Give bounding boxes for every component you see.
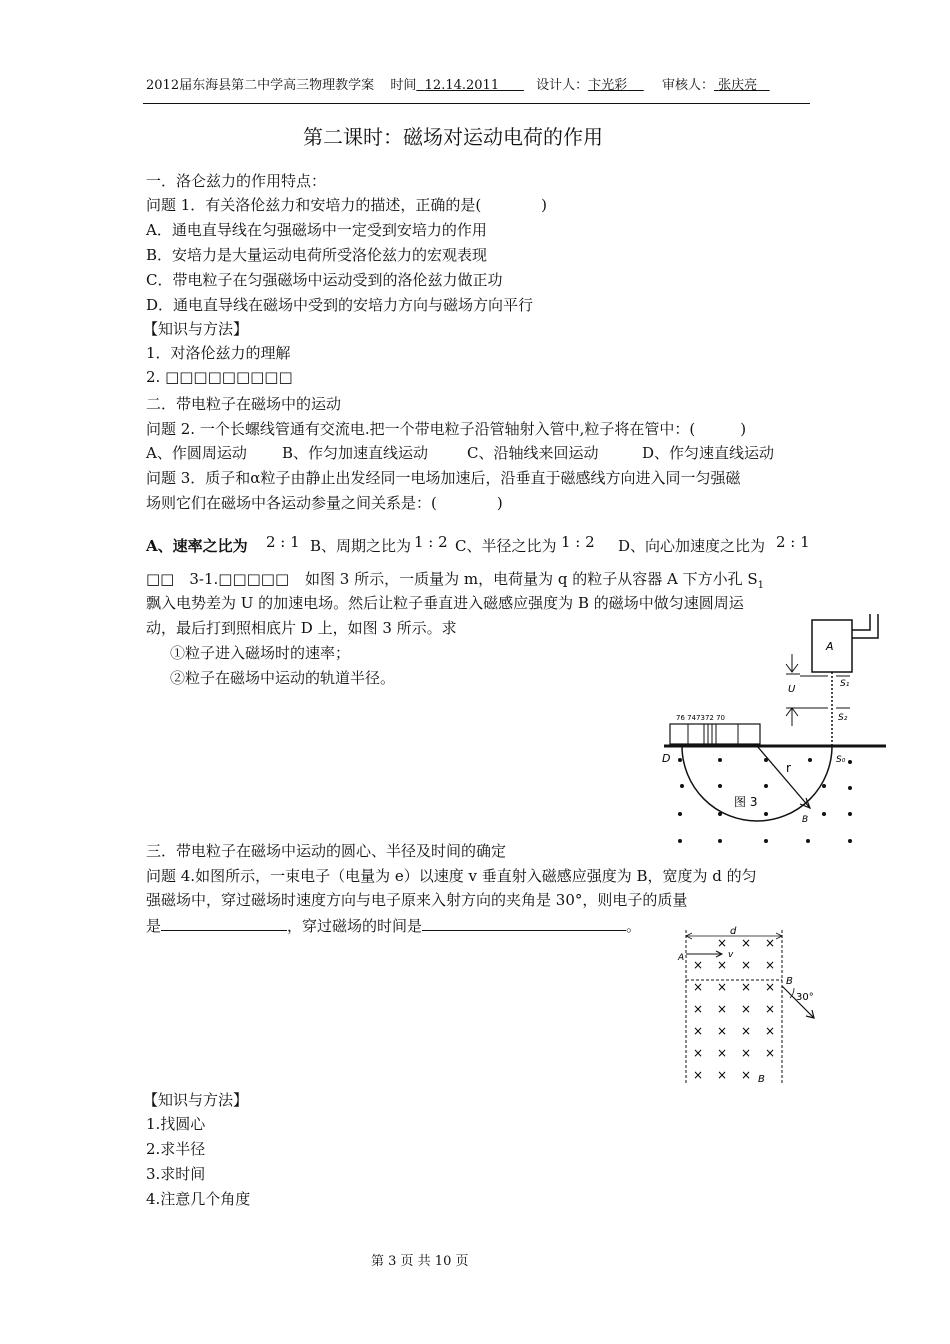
field-cross: × bbox=[764, 936, 776, 950]
q2-stem: 问题 2. 一个长螺线管通有交流电.把一个带电粒子沿管轴射入管中,粒子将在管中：( ) bbox=[146, 420, 747, 438]
label-30: 30° bbox=[796, 992, 814, 1003]
field-cross: × bbox=[716, 958, 728, 972]
q31-line2: 飘入电势差为 U 的加速电场。然后让粒子垂直进入磁感应强度为 B 的磁场中做匀速圆周运 bbox=[146, 594, 744, 612]
q4-line3-start: 是 bbox=[146, 917, 162, 935]
q3-option-c: C、半径之比为 bbox=[455, 537, 557, 555]
label-b: B bbox=[802, 815, 809, 825]
field-cross: × bbox=[692, 1024, 704, 1038]
q31-line3: 动，最后打到照相底片 D 上，如图 3 所示。求 bbox=[146, 619, 457, 637]
field-cross: × bbox=[692, 1046, 704, 1060]
q1-option-c: C．带电粒子在匀强磁场中运动受到的洛伦兹力做正功 bbox=[146, 271, 503, 289]
q4-line2: 强磁场中，穿过磁场时速度方向与电子原来入射方向的夹角是 30°，则电子的质量 bbox=[146, 891, 688, 909]
label-d: D bbox=[662, 752, 671, 765]
page-title: 第二课时：磁场对运动电荷的作用 bbox=[303, 125, 603, 149]
field-cross: × bbox=[764, 1024, 776, 1038]
q3-stem-line2: 场则它们在磁场中各运动参量之间关系是：( ) bbox=[146, 494, 503, 512]
container-pipe bbox=[852, 614, 878, 638]
field-cross: × bbox=[764, 980, 776, 994]
km3-item-2: 2.求半径 bbox=[146, 1140, 206, 1158]
header-time-label: 时间 bbox=[390, 78, 417, 93]
field-cross: × bbox=[764, 958, 776, 972]
field-cross: × bbox=[716, 980, 728, 994]
q3-stem-line1: 问题 3．质子和α粒子由静止出发经同一电场加速后，沿垂直于磁感线方向进入同一匀强磁 bbox=[146, 469, 741, 487]
q3-value-a: 2 : 1 bbox=[266, 533, 300, 551]
page-header bbox=[146, 74, 770, 93]
q1-option-b: B．安培力是大量运动电荷所受洛伦兹力的宏观表现 bbox=[146, 246, 488, 264]
header-reviewer-label: 审核人： bbox=[662, 78, 715, 93]
label-r: r bbox=[786, 761, 791, 775]
figure-3-caption: 图 3 bbox=[734, 795, 758, 809]
q3-value-b: 1 : 2 bbox=[414, 533, 448, 551]
q4-line3 bbox=[146, 916, 641, 935]
mass-answer-blank[interactable] bbox=[161, 916, 287, 931]
label-d: d bbox=[730, 926, 737, 937]
q3-option-b: B、周期之比为 bbox=[310, 537, 412, 555]
field-cross: × bbox=[764, 1046, 776, 1060]
label-s1: S₁ bbox=[840, 679, 850, 689]
km1-item-2: 2. □□□□□□□□□ bbox=[146, 368, 293, 386]
q31-line1-sub: 1 bbox=[757, 580, 764, 591]
header-rule bbox=[143, 103, 810, 104]
label-a: A bbox=[678, 953, 685, 963]
q31-line1 bbox=[305, 570, 764, 595]
header-designer: 卞光彩 bbox=[588, 78, 628, 93]
field-cross: × bbox=[692, 958, 704, 972]
q31-label: □□ 3-1.□□□□□ bbox=[146, 570, 290, 588]
field-cross: × bbox=[740, 980, 752, 994]
field-dots bbox=[678, 758, 852, 843]
q4-line3-middle: ，穿过磁场的时间是 bbox=[287, 917, 423, 935]
field-cross: × bbox=[716, 1068, 728, 1082]
q31-sub-question-2: ②粒子在磁场中运动的轨道半径。 bbox=[170, 669, 396, 687]
label-a: A bbox=[826, 640, 834, 653]
field-cross: × bbox=[740, 958, 752, 972]
q2-option-b: B、作匀加速直线运动 bbox=[282, 444, 429, 462]
figure-3 bbox=[650, 612, 890, 852]
label-b-bottom: B bbox=[758, 1074, 765, 1085]
header-reviewer: 张庆亮 bbox=[718, 78, 758, 93]
km3-item-3: 3.求时间 bbox=[146, 1165, 206, 1183]
q4-line3-end: 。 bbox=[626, 917, 642, 935]
page-footer: 第 3 页 共 10 页 bbox=[371, 1254, 469, 1269]
label-s2: S₂ bbox=[838, 713, 848, 723]
q2-option-d: D、作匀速直线运动 bbox=[642, 444, 775, 462]
km1-item-1: 1．对洛伦兹力的理解 bbox=[146, 344, 291, 362]
label-v: v bbox=[728, 950, 734, 960]
particle-trajectory bbox=[682, 746, 832, 821]
q1-stem: 问题 1．有关洛伦兹力和安培力的描述，正确的是( ) bbox=[146, 196, 548, 214]
field-cross: × bbox=[692, 980, 704, 994]
section3-heading: 三．带电粒子在磁场中运动的圆心、半径及时间的确定 bbox=[146, 842, 507, 860]
km3-item-1: 1.找圆心 bbox=[146, 1115, 206, 1133]
q3-value-c: 1 : 2 bbox=[561, 533, 595, 551]
field-cross: × bbox=[740, 1024, 752, 1038]
header-designer-label: 设计人： bbox=[536, 78, 589, 93]
q31-line1-text: 如图 3 所示，一质量为 m，电荷量为 q 的粒子从容器 A 下方小孔 S bbox=[305, 570, 758, 588]
label-b-exit: B bbox=[786, 976, 793, 987]
field-crosses bbox=[693, 936, 775, 1082]
field-cross: × bbox=[692, 1002, 704, 1016]
q3-option-a-label: A、速率之比为 bbox=[146, 537, 248, 555]
q31-sub-question-1: ①粒子进入磁场时的速率； bbox=[170, 644, 351, 662]
q4-line1: 问题 4.如图所示，一束电子（电量为 e）以速度 v 垂直射入磁感应强度为 B，宽度为 d 的匀 bbox=[146, 867, 757, 885]
q2-option-c: C、沿轴线来回运动 bbox=[467, 444, 599, 462]
time-answer-blank[interactable] bbox=[422, 916, 626, 931]
field-cross: × bbox=[716, 1024, 728, 1038]
field-cross: × bbox=[716, 1002, 728, 1016]
label-u: U bbox=[788, 684, 796, 695]
scale-label: 76 747372 70 bbox=[676, 714, 725, 722]
km1-heading: 【知识与方法】 bbox=[143, 320, 249, 338]
figure-4 bbox=[676, 924, 822, 1088]
field-cross: × bbox=[740, 1046, 752, 1060]
q3-option-d: D、向心加速度之比为 bbox=[618, 537, 766, 555]
km3-heading: 【知识与方法】 bbox=[143, 1091, 249, 1109]
q1-option-d: D．通电直导线在磁场中受到的安培力方向与磁场方向平行 bbox=[146, 296, 534, 314]
header-school: 2012届东海县第二中学高三物理教学案 bbox=[146, 78, 375, 93]
field-cross: × bbox=[716, 936, 728, 950]
q3-value-d: 2 : 1 bbox=[776, 533, 810, 551]
field-cross: × bbox=[740, 1002, 752, 1016]
field-cross: × bbox=[716, 1046, 728, 1060]
field-cross: × bbox=[740, 936, 752, 950]
km3-item-4: 4.注意几个角度 bbox=[146, 1190, 251, 1208]
field-cross: × bbox=[692, 1068, 704, 1082]
q3-option-a bbox=[146, 537, 248, 555]
field-cross: × bbox=[740, 1068, 752, 1082]
field-cross: × bbox=[764, 1002, 776, 1016]
header-date: 12.14.2011 bbox=[424, 78, 500, 93]
section2-heading: 二．带电粒子在磁场中的运动 bbox=[146, 395, 342, 413]
q2-option-a: A、作圆周运动 bbox=[146, 444, 247, 462]
q1-option-a: A．通电直导线在匀强磁场中一定受到安培力的作用 bbox=[146, 221, 487, 239]
section1-heading: 一．洛仑兹力的作用特点： bbox=[146, 172, 327, 190]
label-s0: S₀ bbox=[836, 755, 846, 765]
